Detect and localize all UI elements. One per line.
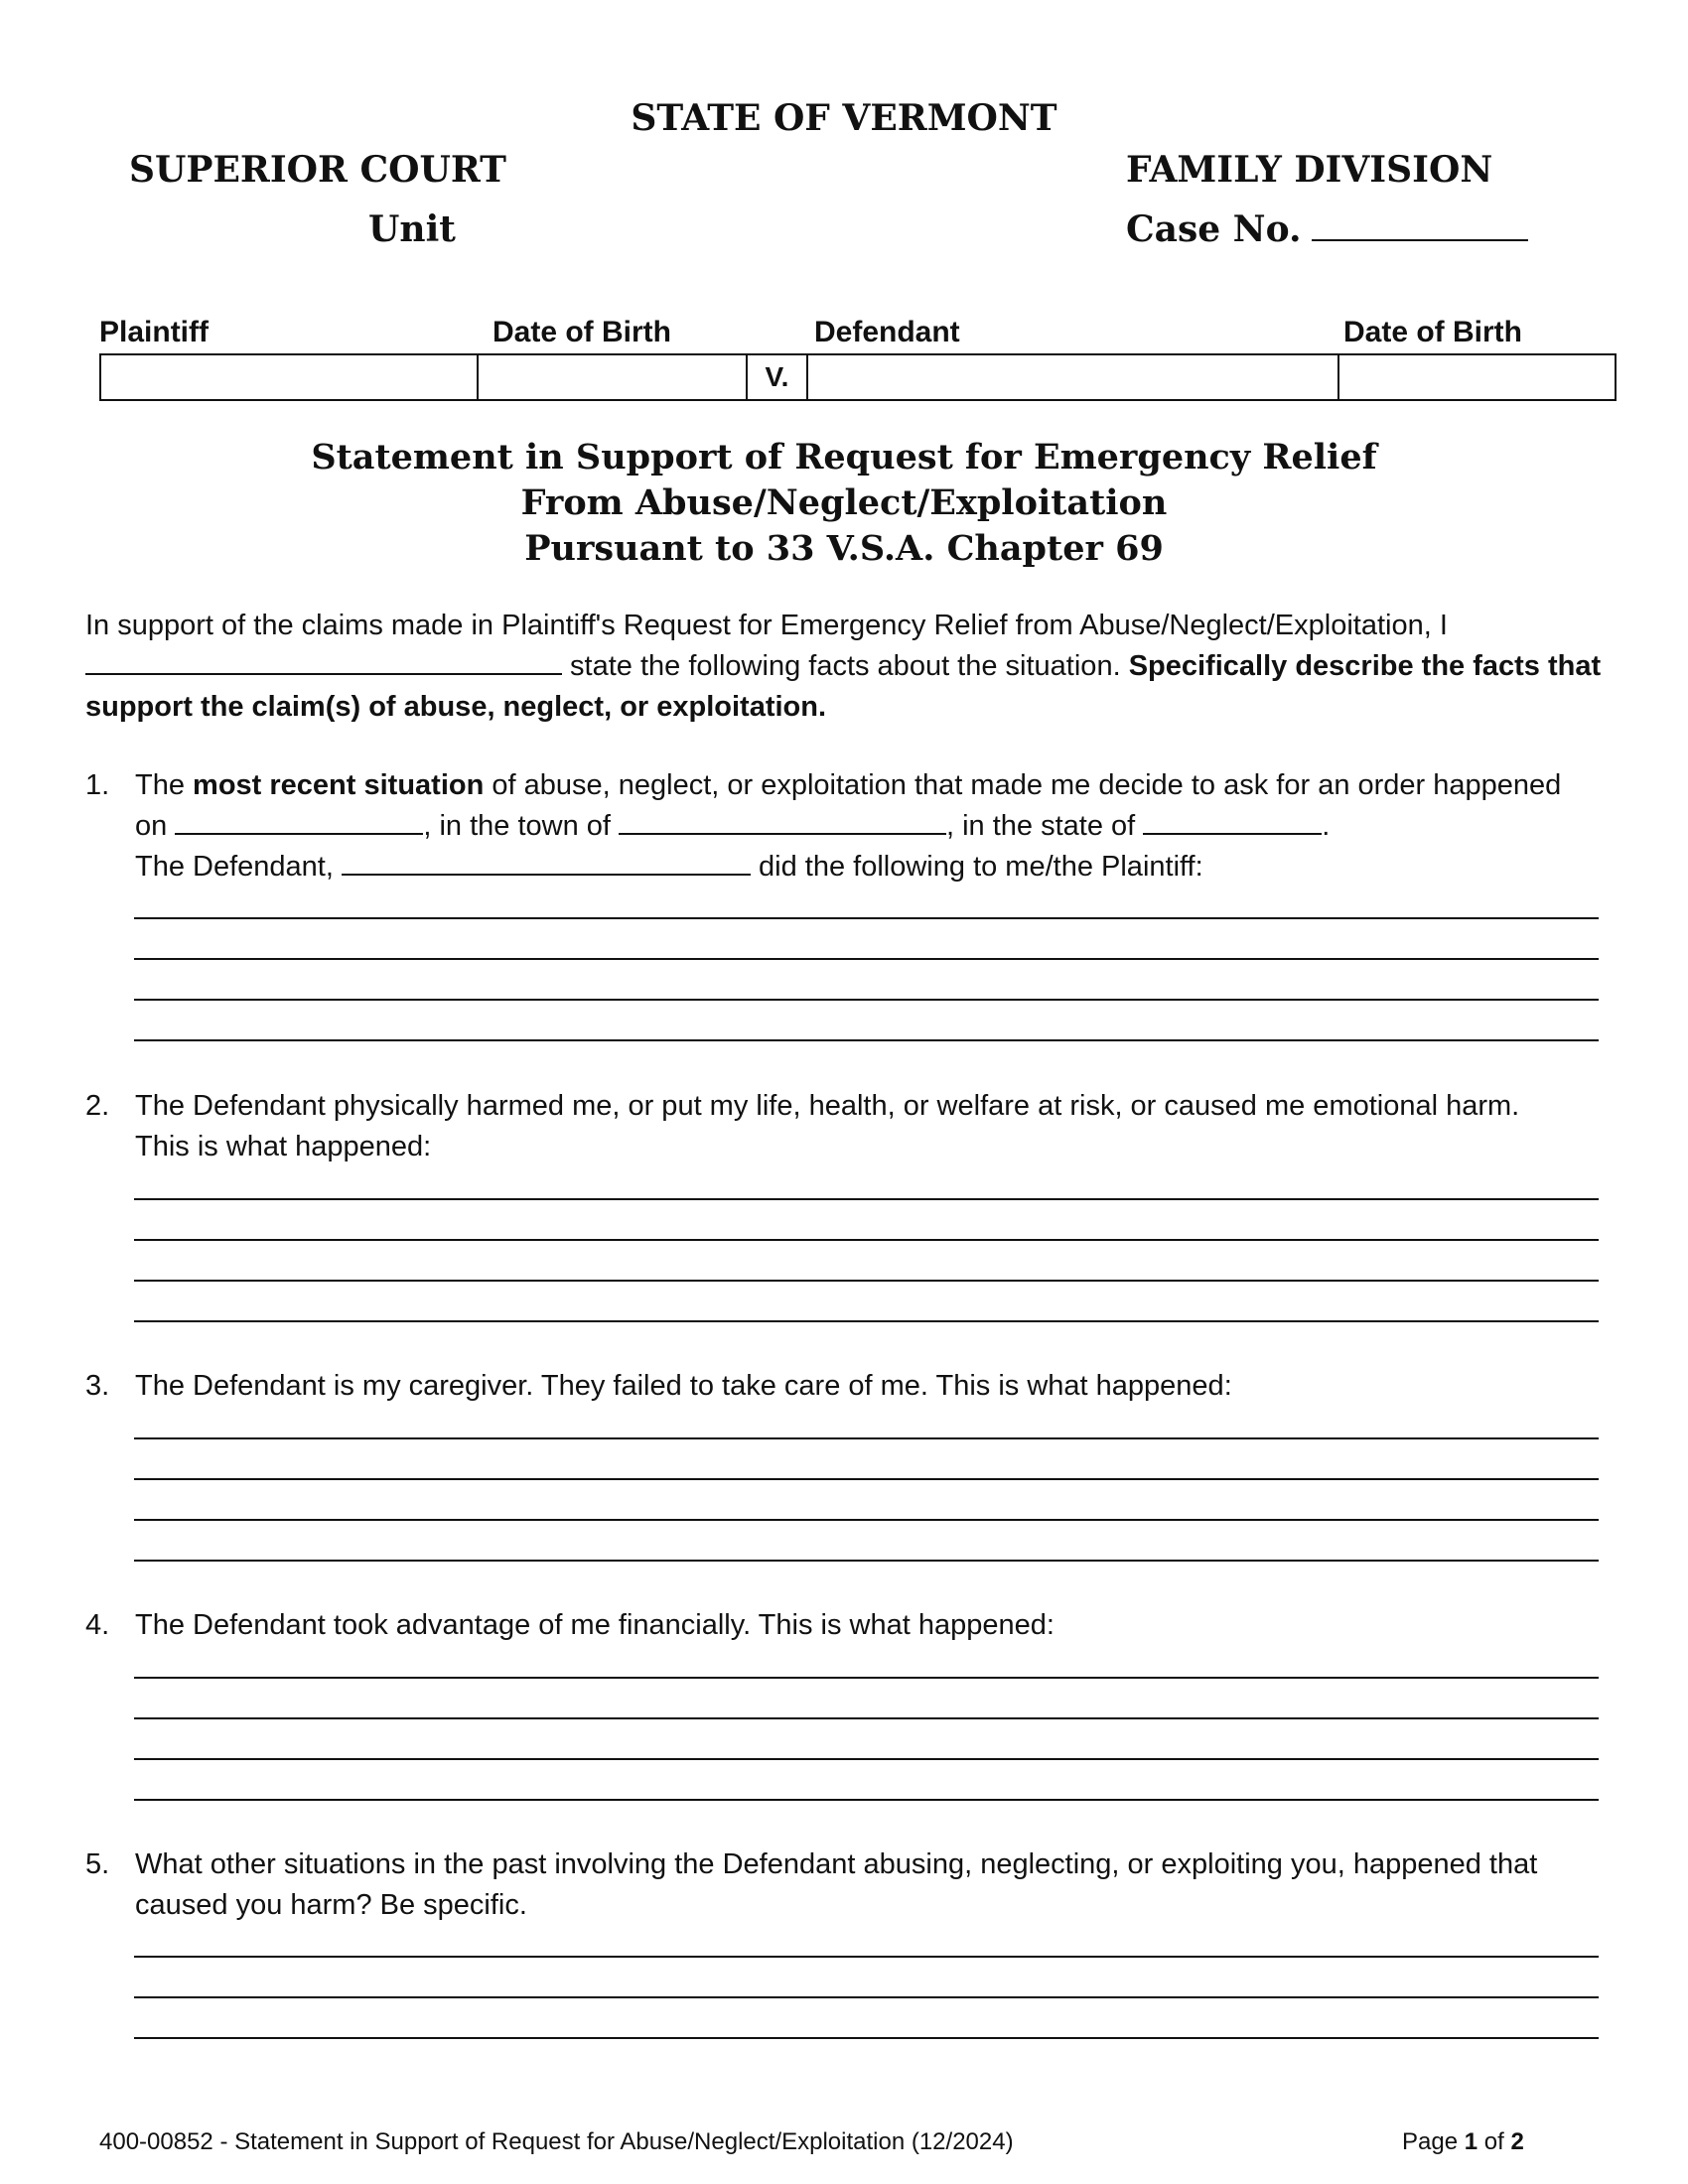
question-1 <box>85 765 1634 887</box>
incident-state-field[interactable] <box>1143 807 1322 835</box>
q5-text-line-2: caused you harm? Be specific. <box>135 1889 527 1921</box>
q3-answer-line[interactable] <box>134 1478 1599 1480</box>
form-title-line-3: Pursuant to 33 V.S.A. Chapter 69 <box>524 528 1164 569</box>
q5-answer-line[interactable] <box>134 2037 1599 2039</box>
question-1-number: 1. <box>85 769 110 801</box>
q1-text-g: . <box>1322 810 1331 842</box>
form-title-line-2: From Abuse/Neglect/Exploitation <box>520 482 1168 523</box>
case-number <box>1126 208 1528 250</box>
question-3-number: 3. <box>85 1370 110 1402</box>
intro-text-2: state the following facts about the situation. <box>562 650 1129 682</box>
defendant-field[interactable] <box>808 355 1339 399</box>
intro-instruction: Specifically describe the facts that support the claim(s) of abuse, neglect, or exploitation. <box>85 650 1602 723</box>
q1-answer-line[interactable] <box>134 958 1599 960</box>
q4-answer-line[interactable] <box>134 1717 1599 1719</box>
page-current: 1 <box>1464 2128 1478 2155</box>
defendant-dob-field[interactable] <box>1339 355 1614 399</box>
q1-emphasis: most recent situation <box>193 769 485 801</box>
q4-answer-line[interactable] <box>134 1677 1599 1679</box>
plaintiff-dob-field[interactable] <box>479 355 748 399</box>
q2-answer-line[interactable] <box>134 1198 1599 1200</box>
q1-text-a: The <box>135 769 194 801</box>
page-of-word: of <box>1477 2128 1511 2155</box>
q3-answer-line[interactable] <box>134 1519 1599 1521</box>
question-4 <box>85 1605 1634 1646</box>
q2-text-line-2: This is what happened: <box>135 1131 432 1162</box>
q3-answer-line[interactable] <box>134 1437 1599 1439</box>
q2-text-line-1: The Defendant physically harmed me, or put my life, health, or welfare at risk, or caused me emotional harm. <box>135 1090 1520 1122</box>
question-2 <box>85 1086 1634 1167</box>
page-word: Page <box>1402 2128 1465 2155</box>
q2-answer-line[interactable] <box>134 1280 1599 1282</box>
unit-label: Unit <box>368 208 456 250</box>
division-name: FAMILY DIVISION <box>1126 149 1493 191</box>
q5-answer-line[interactable] <box>134 1956 1599 1958</box>
q4-answer-line[interactable] <box>134 1799 1599 1801</box>
q1-text-i: did the following to me/the Plaintiff: <box>750 851 1203 883</box>
defendant-label: Defendant <box>814 316 960 348</box>
q3-answer-line[interactable] <box>134 1560 1599 1562</box>
intro-text-1: In support of the claims made in Plaintiff's Request for Emergency Relief from Abuse/Neglect/Exploitation, I <box>85 610 1448 641</box>
q1-answer-line[interactable] <box>134 999 1599 1001</box>
q1-text-d: on <box>135 810 176 842</box>
declarant-name-field[interactable] <box>85 647 562 675</box>
form-id: 400-00852 - Statement in Support of Request for Abuse/Neglect/Exploitation (12/2024) <box>99 2128 1014 2155</box>
q4-answer-line[interactable] <box>134 1758 1599 1760</box>
q2-answer-line[interactable] <box>134 1320 1599 1322</box>
q1-text-c: of abuse, neglect, or exploitation that made me decide to ask for an order happened <box>484 769 1562 801</box>
intro-paragraph <box>85 606 1634 728</box>
question-3 <box>85 1366 1634 1407</box>
defendant-name-field[interactable] <box>342 848 751 876</box>
incident-date-field[interactable] <box>175 807 423 835</box>
question-2-number: 2. <box>85 1090 110 1122</box>
plaintiff-field[interactable] <box>101 355 479 399</box>
court-name: SUPERIOR COURT <box>129 149 506 191</box>
question-4-number: 4. <box>85 1609 110 1641</box>
plaintiff-dob-label: Date of Birth <box>492 316 671 348</box>
q4-text: The Defendant took advantage of me financially. This is what happened: <box>135 1609 1055 1641</box>
state-title: STATE OF VERMONT <box>631 97 1057 139</box>
page-number <box>1402 2128 1524 2156</box>
q1-answer-line[interactable] <box>134 917 1599 919</box>
party-table <box>99 353 1617 401</box>
q3-text: The Defendant is my caregiver. They failed to take care of me. This is what happened: <box>135 1370 1232 1402</box>
question-5 <box>85 1844 1634 1926</box>
q1-text-e: , in the town of <box>423 810 619 842</box>
q5-text-line-1: What other situations in the past involving the Defendant abusing, neglecting, or exploiting you, happened that <box>135 1848 1538 1880</box>
q1-text-h: The Defendant, <box>135 851 342 883</box>
case-number-field[interactable] <box>1312 211 1528 241</box>
q5-answer-line[interactable] <box>134 1996 1599 1998</box>
form-title-line-1: Statement in Support of Request for Emergency Relief <box>311 437 1377 478</box>
q1-answer-line[interactable] <box>134 1039 1599 1041</box>
versus-label: V. <box>748 355 808 399</box>
incident-town-field[interactable] <box>619 807 946 835</box>
q1-text-f: , in the state of <box>946 810 1144 842</box>
case-number-label: Case No. <box>1126 208 1302 250</box>
question-5-number: 5. <box>85 1848 110 1880</box>
defendant-dob-label: Date of Birth <box>1343 316 1522 348</box>
page-total: 2 <box>1510 2128 1524 2155</box>
q2-answer-line[interactable] <box>134 1239 1599 1241</box>
plaintiff-label: Plaintiff <box>99 316 209 348</box>
